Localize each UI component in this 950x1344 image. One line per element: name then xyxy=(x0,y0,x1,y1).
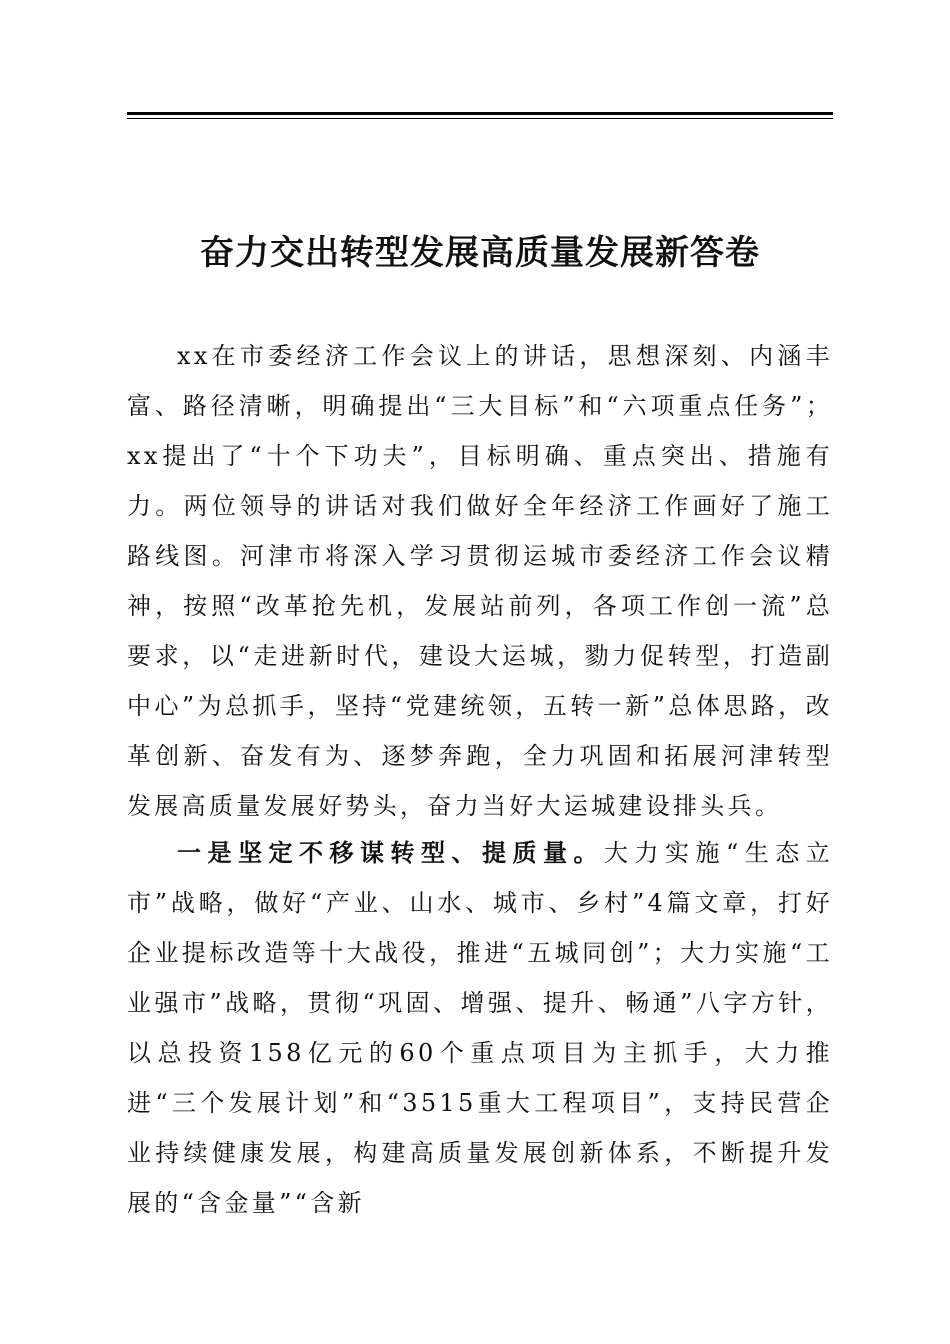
paragraph-intro-text: xx在市委经济工作会议上的讲话，思想深刻、内涵丰富、路径清晰，明确提出“三大目标”和“六项重点任务”；xx提出了“十个下功夫”，目标明确、重点突出、措施有力。两位领导的讲话对我们做好全年经济工作画好了施工路线图。河津市将深入学习贯彻运城市委经济工作会议精神，按照“改革抢先机，发展站前列，各项工作创一流”总要求，以“走进新时代，建设大运城，勠力促转型，打造副中心”为总抓手，坚持“党建统领，五转一新”总体思路，改革创新、奋发有为、逐梦奔跑，全力巩固和拓展河津转型发展高质量发展好势头，奋力当好大运城建设排头兵。 xyxy=(127,342,833,820)
document-title: 奋力交出转型发展高质量发展新答卷 xyxy=(200,233,760,273)
paragraph-point-one-text: 大力实施“生态立市”战略，做好“产业、山水、城市、乡村”4篇文章，打好企业提标改造等十大战役，推进“五城同创”；大力实施“工业强市”战略，贯彻“巩固、增强、提升、畅通”八字方针，以总投资158亿元的60个重点项目为主抓手，大力推进“三个发展计划”和“3515重大工程项目”，支持民营企业持续健康发展，构建高质量发展创新体系，不断提升发展的“含金量”“含新 xyxy=(127,839,833,1217)
header-double-rule-thick xyxy=(127,112,833,115)
header-double-rule-thin xyxy=(127,118,833,119)
paragraph-point-one-lead: 一是坚定不移谋转型、提质量。 xyxy=(177,839,604,867)
paragraph-intro xyxy=(127,331,833,831)
paragraph-point-one xyxy=(127,828,833,1228)
